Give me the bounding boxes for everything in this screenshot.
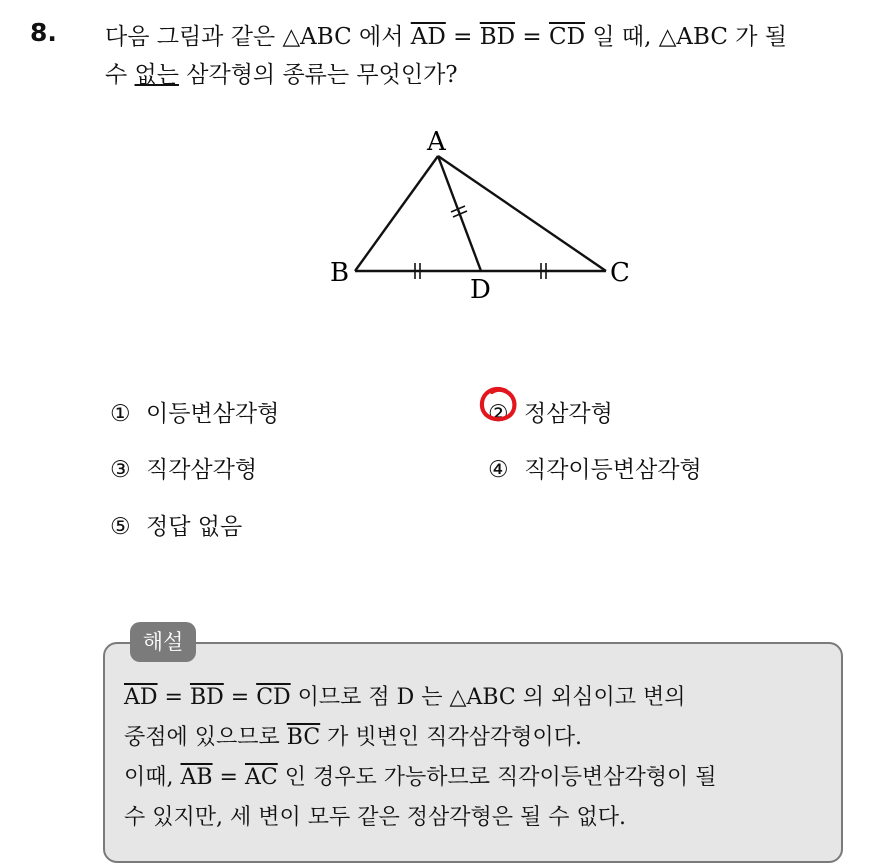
equals-sign: =	[223, 685, 257, 710]
question-text-part: 수	[105, 62, 135, 88]
underlined-word: 없는	[134, 62, 179, 88]
explanation-text-part: 이때,	[124, 765, 181, 790]
question-text-part: 다음 그림과 같은 △ABC 에서	[105, 24, 411, 50]
equals-sign: =	[212, 765, 245, 790]
explanation-text-part: 이므로 점 D 는 △ABC 의 외심이고 변의	[290, 685, 686, 710]
explanation-text-part: 가 빗변인 직각삼각형이다.	[320, 725, 582, 750]
equals-sign: =	[515, 24, 549, 50]
question-text-part: 일 때, △ABC 가 될	[585, 24, 787, 50]
explanation-line-3	[124, 758, 829, 798]
choice-3[interactable]	[110, 451, 257, 484]
side-ac	[438, 156, 606, 271]
segment-ad: $\overline{AD}$	[410, 24, 446, 50]
question-number: 8.	[30, 18, 57, 47]
vertex-label-b: B	[330, 258, 350, 288]
choice-number: ⑤	[110, 514, 131, 540]
choice-5[interactable]	[110, 508, 242, 541]
answer-circle-mark	[476, 383, 520, 427]
equals-sign: =	[445, 24, 480, 50]
segment-bd: $\overline{BD}$	[479, 24, 516, 50]
choice-number: ①	[110, 401, 131, 427]
equals-sign: =	[157, 685, 190, 710]
choice-label: 직각삼각형	[146, 457, 258, 483]
segment-cd: $\overline{CD}$	[548, 24, 586, 50]
segment-bc: $\overline{BC}$	[286, 725, 321, 750]
explanation-text-part: 중점에 있으므로	[124, 725, 287, 750]
point-label-d: D	[470, 275, 491, 305]
segment-ad: $\overline{AD}$	[124, 685, 158, 710]
choice-label: 정답 없음	[146, 514, 243, 540]
choice-1[interactable]	[110, 395, 279, 428]
question-text-part: 삼각형의 종류는 무엇인가?	[178, 62, 458, 88]
explanation-line-4: 수 있지만, 세 변이 모두 같은 정삼각형은 될 수 없다.	[124, 805, 626, 830]
choice-label: 정삼각형	[524, 401, 613, 427]
choice-label: 이등변삼각형	[146, 401, 280, 427]
vertex-label-a: A	[427, 127, 446, 157]
choice-number: ③	[110, 457, 131, 483]
choice-label: 직각이등변삼각형	[524, 457, 702, 483]
vertex-label-c: C	[610, 258, 630, 288]
explanation-text-part: 인 경우도 가능하므로 직각이등변삼각형이 될	[277, 765, 717, 790]
choice-number: ②	[488, 401, 509, 427]
choice-4[interactable]	[488, 451, 702, 484]
segment-ab: $\overline{AB}$	[180, 765, 213, 790]
segment-bd: $\overline{BD}$	[189, 685, 224, 710]
explanation-tab: 해설	[130, 622, 196, 662]
explanation-line-1	[124, 678, 829, 718]
explanation-line-2	[124, 718, 829, 758]
explanation-text	[124, 678, 829, 838]
choice-number: ④	[488, 457, 509, 483]
segment-cd: $\overline{CD}$	[256, 685, 291, 710]
side-ab	[355, 156, 438, 271]
segment-ac: $\overline{AC}$	[244, 765, 278, 790]
